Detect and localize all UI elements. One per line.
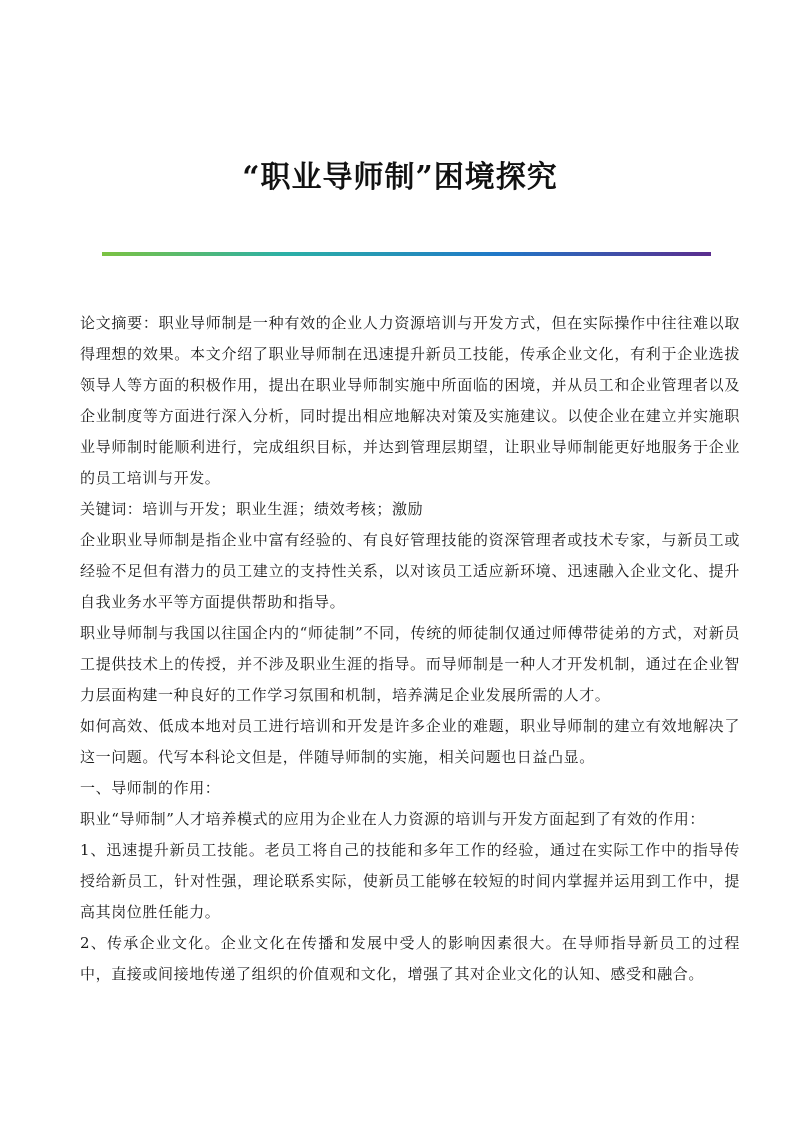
body-paragraph: 职业导师制与我国以往国企内的“师徒制”不同，传统的师徒制仅通过师傅带徒弟的方式，对新员工提供技术上的传授，并不涉及职业生涯的指导。而导师制是一种人才开发机制，通过在企业智力层面构建一种良好的工作学习氛围和机制，培养满足企业发展所需的人才。: [80, 624, 740, 704]
body-paragraph: 如何高效、低成本地对员工进行培训和开发是许多企业的难题，职业导师制的建立有效地解决了这一问题。代写本科论文但是，伴随导师制的实施，相关问题也日益凸显。: [80, 717, 740, 766]
list-item: 1、迅速提升新员工技能。老员工将自己的技能和多年工作的经验，通过在实际工作中的指导传授给新员工，针对性强，理论联系实际，使新员工能够在较短的时间内掌握并运用到工作中，提高其岗位胜任能力。: [80, 841, 740, 921]
keywords-paragraph: 关键词：培训与开发；职业生涯；绩效考核；激励: [80, 500, 424, 518]
list-item: 2、传承企业文化。企业文化在传播和发展中受人的影响因素很大。在导师指导新员工的过程中，直接或间接地传递了组织的价值观和文化，增强了其对企业文化的认知、感受和融合。: [80, 934, 740, 983]
title-divider: [102, 252, 711, 256]
section-heading: 一、导师制的作用：: [80, 779, 221, 797]
body-paragraph: 企业职业导师制是指企业中富有经验的、有良好管理技能的资深管理者或技术专家，与新员工或经验不足但有潜力的员工建立的支持性关系，以对该员工适应新环境、迅速融入企业文化、提升自我业务水平等方面提供帮助和指导。: [80, 531, 740, 611]
body-paragraph: 职业“导师制”人才培养模式的应用为企业在人力资源的培训与开发方面起到了有效的作用：: [80, 810, 705, 828]
document-body: [80, 308, 740, 990]
document-title: “职业导师制”困境探究: [242, 160, 558, 195]
abstract-paragraph: 论文摘要：职业导师制是一种有效的企业人力资源培训与开发方式，但在实际操作中往往难以取得理想的效果。本文介绍了职业导师制在迅速提升新员工技能，传承企业文化，有利于企业选拔领导人等方面的积极作用，提出在职业导师制实施中所面临的困境，并从员工和企业管理者以及企业制度等方面进行深入分析，同时提出相应地解决对策及实施建议。以使企业在建立并实施职业导师制时能顺利进行，完成组织目标，并达到管理层期望，让职业导师制能更好地服务于企业的员工培训与开发。: [80, 314, 740, 487]
